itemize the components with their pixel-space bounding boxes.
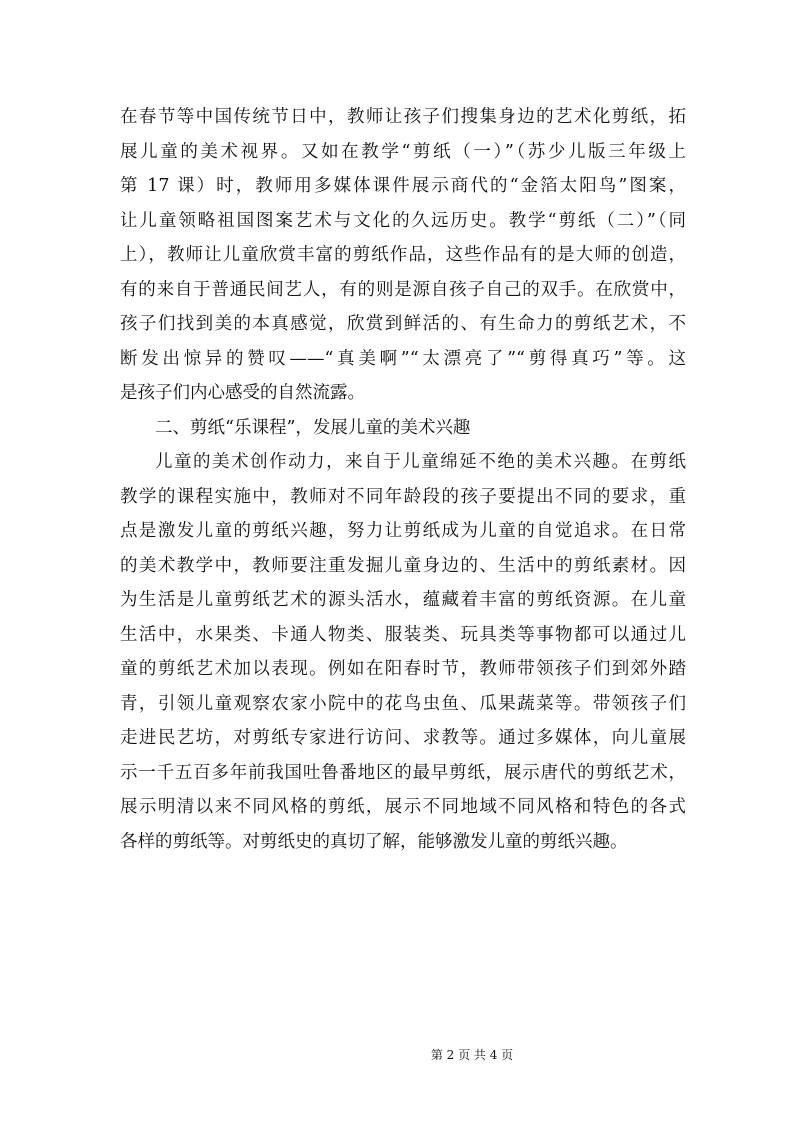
text-line: 儿童的美术创作动力，来自于儿童绵延不绝的美术兴趣。在剪纸 <box>155 452 686 472</box>
text-line: 点是激发儿童的剪纸兴趣，努力让剪纸成为儿童的自觉追求。在日常 <box>120 521 686 541</box>
text-line: 在春节等中国传统节日中，教师让孩子们搜集身边的艺术化剪纸，拓 <box>120 107 686 127</box>
text-line: 展儿童的美术视界。又如在教学“剪纸（一）”（苏少儿版三年级上 <box>120 141 686 162</box>
text-line: 有的来自于普通民间艺人，有的则是源自孩子自己的双手。在欣赏中， <box>120 279 686 300</box>
section-heading: 二、剪纸“乐课程”，发展儿童的美术兴趣 <box>155 417 471 438</box>
text-line: 的美术教学中，教师要注重发掘儿童身边的、生活中的剪纸素材。因 <box>120 555 686 576</box>
text-line: 走进民艺坊，对剪纸专家进行访问、求教等。通过多媒体，向儿童展 <box>120 728 686 748</box>
text-line: 让儿童领略祖国图案艺术与文化的久远历史。教学“剪纸（二）”（同 <box>120 210 686 231</box>
body-text <box>120 100 686 859</box>
text-line: 教学的课程实施中，教师对不同年龄段的孩子要提出不同的要求，重 <box>120 486 686 507</box>
text-line: 童的剪纸艺术加以表现。例如在阳春时节，教师带领孩子们到郊外踏 <box>120 659 686 679</box>
text-line: 孩子们找到美的本真感觉，欣赏到鲜活的、有生命力的剪纸艺术，不 <box>120 314 686 334</box>
text-line: 生活中，水果类、卡通人物类、服装类、玩具类等事物都可以通过儿 <box>120 624 686 645</box>
page-number-footer: 第 2 页 共 4 页 <box>430 1048 514 1062</box>
text-line: 青，引领儿童观察农家小院中的花鸟虫鱼、瓜果蔬菜等。带领孩子们 <box>120 693 686 714</box>
text-line: 各样的剪纸等。对剪纸史的真切了解，能够激发儿童的剪纸兴趣。 <box>120 831 628 852</box>
text-line: 为生活是儿童剪纸艺术的源头活水，蕴藏着丰富的剪纸资源。在儿童 <box>120 590 686 610</box>
text-line: 上），教师让儿童欣赏丰富的剪纸作品，这些作品有的是大师的创造， <box>120 245 686 265</box>
text-line: 是孩子们内心感受的自然流露。 <box>120 383 365 403</box>
text-line: 示一千五百多年前我国吐鲁番地区的最早剪纸，展示唐代的剪纸艺术， <box>120 762 686 783</box>
text-line: 第 17 课）时，教师用多媒体课件展示商代的“金箔太阳鸟”图案， <box>120 176 686 196</box>
text-line: 断发出惊异的赞叹——“真美啊”“太漂亮了”“剪得真巧”等。这 <box>120 348 686 369</box>
text-line: 展示明清以来不同风格的剪纸，展示不同地域不同风格和特色的各式 <box>120 797 686 817</box>
